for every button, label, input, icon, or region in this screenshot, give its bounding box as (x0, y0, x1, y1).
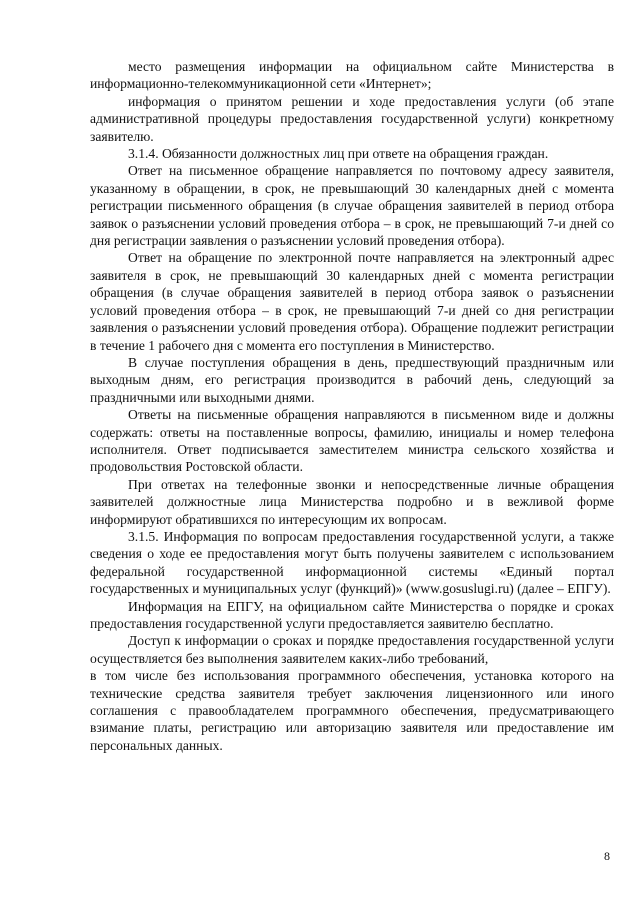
paragraph: Ответы на письменные обращения направляются в письменном виде и должны содержать: ответы на поставленные вопросы, фамилию, инициалы и номер телефона исполнителя. Ответ подписывается заместителем министра сельского хозяйства и продовольствия Ростовской области. (90, 407, 614, 475)
paragraph: Информация на ЕПГУ, на официальном сайте Министерства о порядке и сроках предоставления государственной услуги предоставляется заявителю бесплатно. (90, 598, 614, 631)
paragraph: Ответ на обращение по электронной почте направляется на электронный адрес заявителя в срок, не превышающий 30 календарных дней с момента регистрации обращения (в случае обращения заявителей в период отбора заявок о разъяснении условий проведения отбора – в срок, не превышающий 7-и дней со дня регистрации заявления о разъяснении условий проведения отбора). Обращение подлежит регистрации в течение 1 рабочего дня с момента его поступления в Министерство. (90, 250, 614, 353)
page-number: 8 (604, 849, 610, 863)
paragraph: информация о принятом решении и ходе предоставления услуги (об этапе административной процедуры предоставления государственной услуги) конкретному заявителю. (90, 93, 614, 144)
paragraph: Доступ к информации о сроках и порядке предоставления государственной услуги осуществляется без выполнения заявителем каких-либо требований, (90, 633, 614, 666)
paragraph: место размещения информации на официальном сайте Министерства в информационно-телекоммуникационной сети «Интернет»; (90, 59, 614, 92)
paragraph: В случае поступления обращения в день, предшествующий праздничным или выходным дням, его регистрация производится в рабочий день, следующий за праздничными или выходными днями. (90, 354, 614, 405)
paragraph: в том числе без использования программного обеспечения, установка которого на технические средства заявителя требует заключения лицензионного или иного соглашения с правообладателем программного обеспечения, предусматривающего взимание платы, регистрацию или авторизацию заявителя или предоставление им персональных данных. (90, 668, 614, 753)
body-text (90, 58, 614, 754)
paragraph: При ответах на телефонные звонки и непосредственные личные обращения заявителей должностные лица Министерства подробно и в вежливой форме информируют обратившихся по интересующим их вопросам. (90, 476, 614, 527)
paragraph: Ответ на письменное обращение направляется по почтовому адресу заявителя, указанному в обращении, в срок, не превышающий 30 календарных дней с момента регистрации письменного обращения (в случае обращения заявителей в период отбора заявок о разъяснении условий проведения отбора – в срок, не превышающий 7-и дней со дня регистрации заявления о разъяснении условий проведения отбора). (90, 163, 614, 249)
paragraph: 3.1.5. Информация по вопросам предоставления государственной услуги, а также сведения о ходе ее предоставления могут быть получены заявителем с использованием федеральной государственной информационной системы «Единый портал государственных и муниципальных услуг (функций)» (www.gosuslugi.ru) (далее – ЕПГУ). (90, 528, 614, 597)
paragraph: 3.1.4. Обязанности должностных лиц при ответе на обращения граждан. (128, 146, 549, 162)
